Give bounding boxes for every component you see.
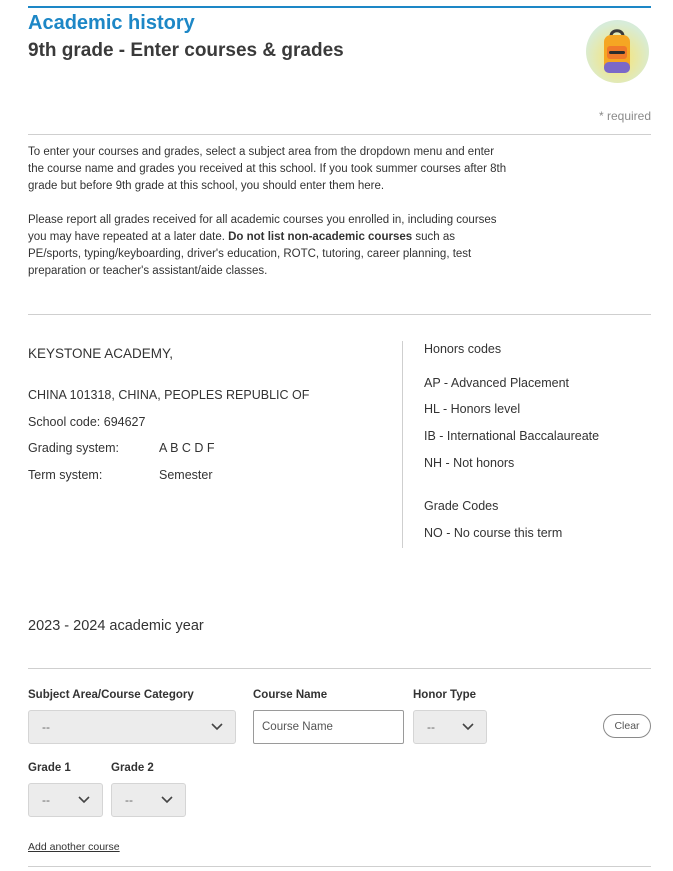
- term-system-value: Semester: [159, 468, 213, 482]
- honor-type-label: Honor Type: [413, 689, 477, 701]
- honors-code-item: NH - Not honors: [424, 456, 515, 470]
- school-code: School code: 694627: [28, 415, 146, 429]
- honors-code-item: HL - Honors level: [424, 402, 521, 416]
- honors-codes-title: Honors codes: [424, 342, 502, 356]
- honors-code-item: IB - International Baccalaureate: [424, 429, 600, 443]
- intro-paragraph-2-start: Please report all grades received for all academic courses you enrolled in, including courses you may have repeated at a later date.: [28, 214, 497, 243]
- academic-year-title: 2023 - 2024 academic year: [28, 618, 204, 634]
- subject-area-select[interactable]: [28, 710, 236, 744]
- term-system-row: [28, 468, 213, 482]
- term-system-label: Term system:: [28, 468, 103, 482]
- intro-paragraph-2-bold: Do not list non-academic courses: [228, 231, 413, 243]
- page-title: 9th grade - Enter courses & grades: [28, 40, 344, 61]
- grade-codes-title: Grade Codes: [424, 499, 499, 513]
- grading-system-value: A B C D F: [159, 441, 215, 455]
- grade1-select[interactable]: [28, 783, 103, 817]
- intro-text: [28, 144, 508, 297]
- grade-code-item: NO - No course this term: [424, 526, 563, 540]
- chevron-down-icon: [78, 796, 90, 804]
- honor-type-select[interactable]: [413, 710, 487, 744]
- backpack-icon: [600, 28, 634, 76]
- grade1-label: Grade 1: [28, 762, 71, 774]
- grade2-value: --: [125, 793, 133, 807]
- divider-bottom: [28, 866, 651, 867]
- honor-type-value: --: [427, 720, 435, 734]
- grade1-value: --: [42, 793, 50, 807]
- grading-system-row: [28, 441, 215, 455]
- subject-area-value: --: [42, 720, 50, 734]
- grade2-label: Grade 2: [111, 762, 154, 774]
- chevron-down-icon: [161, 796, 173, 804]
- course-name-label: Course Name: [253, 689, 328, 701]
- add-another-course-link[interactable]: Add another course: [28, 841, 120, 853]
- honors-code-item: AP - Advanced Placement: [424, 376, 569, 390]
- avatar: [586, 20, 649, 83]
- course-name-input[interactable]: [253, 710, 404, 744]
- vertical-divider: [402, 341, 403, 548]
- section-title: Academic history: [28, 12, 195, 34]
- grade2-select[interactable]: [111, 783, 186, 817]
- subject-area-label: Subject Area/Course Category: [28, 689, 194, 701]
- school-location: CHINA 101318, CHINA, PEOPLES REPUBLIC OF: [28, 388, 310, 402]
- top-accent-line: [28, 6, 651, 8]
- grading-system-label: Grading system:: [28, 441, 120, 455]
- divider-top: [28, 134, 651, 135]
- intro-paragraph-2: [28, 212, 508, 280]
- required-note: * required: [598, 109, 651, 123]
- school-name: KEYSTONE ACADEMY,: [28, 346, 174, 361]
- intro-paragraph-1: To enter your courses and grades, select a subject area from the dropdown menu and enter the course name and grades you received at this school. If you took summer courses after 8th grade but before 9th grade at this school, you should enter them here.: [28, 146, 507, 192]
- intro-paragraph-2-end: such as PE/sports, typing/keyboarding, driver's education, ROTC, tutoring, career planning, test preparation or teacher's assistant/aide classes.: [28, 231, 472, 277]
- chevron-down-icon: [462, 723, 474, 731]
- clear-button[interactable]: Clear: [603, 714, 651, 738]
- divider-school: [28, 314, 651, 315]
- chevron-down-icon: [211, 723, 223, 731]
- divider-year: [28, 668, 651, 669]
